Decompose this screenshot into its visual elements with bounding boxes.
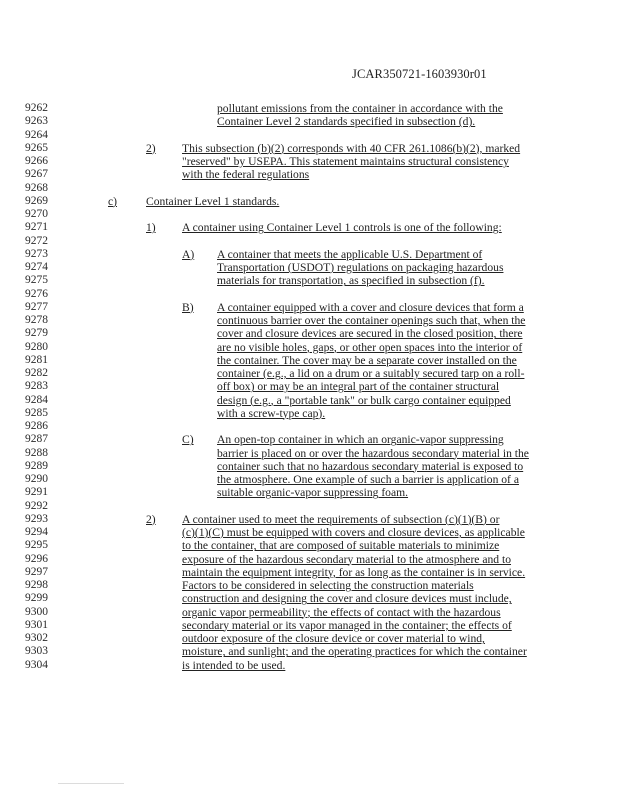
line-number: 9293 [25, 512, 48, 525]
paragraph-line: Container Level 2 standards specified in subsection (d). [217, 115, 476, 129]
section-heading: Container Level 1 standards. [146, 194, 280, 208]
paragraph-line: Transportation (USDOT) regulations on packaging hazardous [217, 261, 504, 274]
subitem-marker: A) [182, 247, 195, 261]
line-number: 9302 [25, 632, 48, 644]
paragraph-line: moisture, and sunlight; and the operating practices for which the container [182, 645, 527, 659]
line-number: 9272 [25, 234, 48, 247]
line-number: 9289 [25, 459, 48, 472]
line-number: 9300 [25, 605, 48, 618]
document-id-header: JCAR350721-1603930r01 [352, 67, 487, 81]
section-marker: c) [108, 194, 118, 208]
line-number: 9285 [25, 406, 48, 419]
subitem-marker: B) [182, 300, 194, 314]
paragraph-line: Factors to be considered in selecting the construction materials [182, 579, 474, 592]
paragraph-line: construction and designing the cover and closure devices must include, [182, 592, 512, 606]
paragraph-line: secondary material or its vapor managed in the container; the effects of [182, 618, 512, 632]
subitem-marker: C) [182, 433, 194, 447]
line-number: 9301 [25, 618, 48, 631]
paragraph-line: are no visible holes, gaps, or other open spaces into the interior of [217, 340, 523, 354]
paragraph-line: An open-top container in which an organic-vapor suppressing [217, 433, 504, 447]
line-number: 9298 [25, 579, 48, 591]
paragraph-line: A container equipped with a cover and closure devices that form a [217, 300, 524, 314]
paragraph-line: A container used to meet the requirements of subsection (c)(1)(B) or [182, 512, 500, 526]
line-number: 9288 [25, 446, 48, 459]
item-marker: 1) [146, 221, 156, 235]
item-marker: 2) [146, 141, 156, 155]
paragraph-line: A container using Container Level 1 controls is one of the following: [182, 221, 502, 235]
line-number: 9264 [25, 128, 48, 141]
paragraph-line: organic vapor permeability; the effects of contact with the hazardous [182, 605, 501, 619]
paragraph-line: outdoor exposure of the closure device or cover material to wind, [182, 632, 485, 645]
paragraph-line: container such that no hazardous secondary material is exposed to [217, 459, 524, 473]
line-number: 9292 [25, 499, 48, 512]
paragraph-line: the container. The cover may be a separate cover installed on the [217, 353, 517, 367]
paragraph-line: "reserved" by USEPA. This statement maintains structural consistency [182, 155, 509, 168]
line-number: 9287 [25, 433, 48, 446]
line-number: 9297 [25, 565, 48, 578]
line-number: 9267 [25, 168, 48, 181]
line-number: 9277 [25, 300, 48, 313]
line-number: 9283 [25, 380, 48, 393]
paragraph-line: design (e.g., a "portable tank" or bulk cargo container equipped [217, 393, 511, 407]
paragraph-line: is intended to be used. [182, 658, 286, 672]
paragraph-line: suitable organic-vapor suppressing foam. [217, 486, 409, 500]
line-number: 9290 [25, 473, 48, 485]
line-number: 9270 [25, 208, 48, 220]
line-number: 9281 [25, 353, 48, 366]
item-marker: 2) [146, 512, 156, 526]
line-number: 9294 [25, 526, 48, 538]
line-number: 9296 [25, 552, 48, 565]
line-number: 9284 [25, 393, 48, 406]
paragraph-line: A container that meets the applicable U.S. Department of [217, 247, 483, 261]
line-number: 9273 [25, 247, 48, 260]
paragraph-line: exposure of the hazardous secondary material to the atmosphere and to [182, 552, 512, 566]
paragraph-line: with a screw-type cap). [217, 406, 326, 420]
line-number: 9280 [25, 340, 48, 353]
paragraph-line: pollutant emissions from the container in accordance with the [217, 102, 503, 115]
line-number: 9279 [25, 327, 48, 340]
footer-rule [58, 783, 124, 784]
paragraph-line: the atmosphere. One example of such a barrier is application of a [217, 473, 519, 486]
line-number: 9282 [25, 367, 48, 379]
line-number: 9263 [25, 115, 48, 128]
line-number: 9266 [25, 155, 48, 167]
line-number: 9295 [25, 539, 48, 552]
line-number: 9303 [25, 645, 48, 658]
line-number: 9304 [25, 658, 48, 671]
line-number: 9276 [25, 287, 48, 300]
paragraph-line: (c)(1)(C) must be equipped with covers and closure devices, as applicable [182, 526, 525, 539]
line-number: 9271 [25, 221, 48, 234]
line-number: 9278 [25, 314, 48, 326]
line-number: 9291 [25, 486, 48, 499]
paragraph-line: maintain the equipment integrity, for as long as the container is in service. [182, 565, 526, 579]
paragraph-line: off box) or may be an integral part of the container structural [217, 380, 500, 394]
line-number: 9269 [25, 194, 48, 207]
line-number: 9275 [25, 274, 48, 287]
paragraph-line: This subsection (b)(2) corresponds with 40 CFR 261.1086(b)(2), marked [182, 141, 521, 155]
line-number: 9262 [25, 102, 48, 114]
paragraph-line: to the container, that are composed of suitable materials to minimize [182, 539, 500, 553]
line-number: 9265 [25, 141, 48, 154]
paragraph-line: materials for transportation, as specified in subsection (f). [217, 274, 485, 288]
paragraph-line: with the federal regulations [182, 168, 310, 182]
line-number: 9274 [25, 261, 48, 273]
paragraph-line: continuous barrier over the container openings such that, when the [217, 314, 526, 327]
paragraph-line: barrier is placed on or over the hazardous secondary material in the [217, 446, 529, 460]
paragraph-line: container (e.g., a lid on a drum or a suitably secured tarp on a roll- [217, 367, 525, 380]
paragraph-line: cover and closure devices are secured in the closed position, there [217, 327, 523, 341]
line-number: 9268 [25, 181, 48, 194]
line-number: 9286 [25, 420, 48, 432]
line-number: 9299 [25, 592, 48, 605]
